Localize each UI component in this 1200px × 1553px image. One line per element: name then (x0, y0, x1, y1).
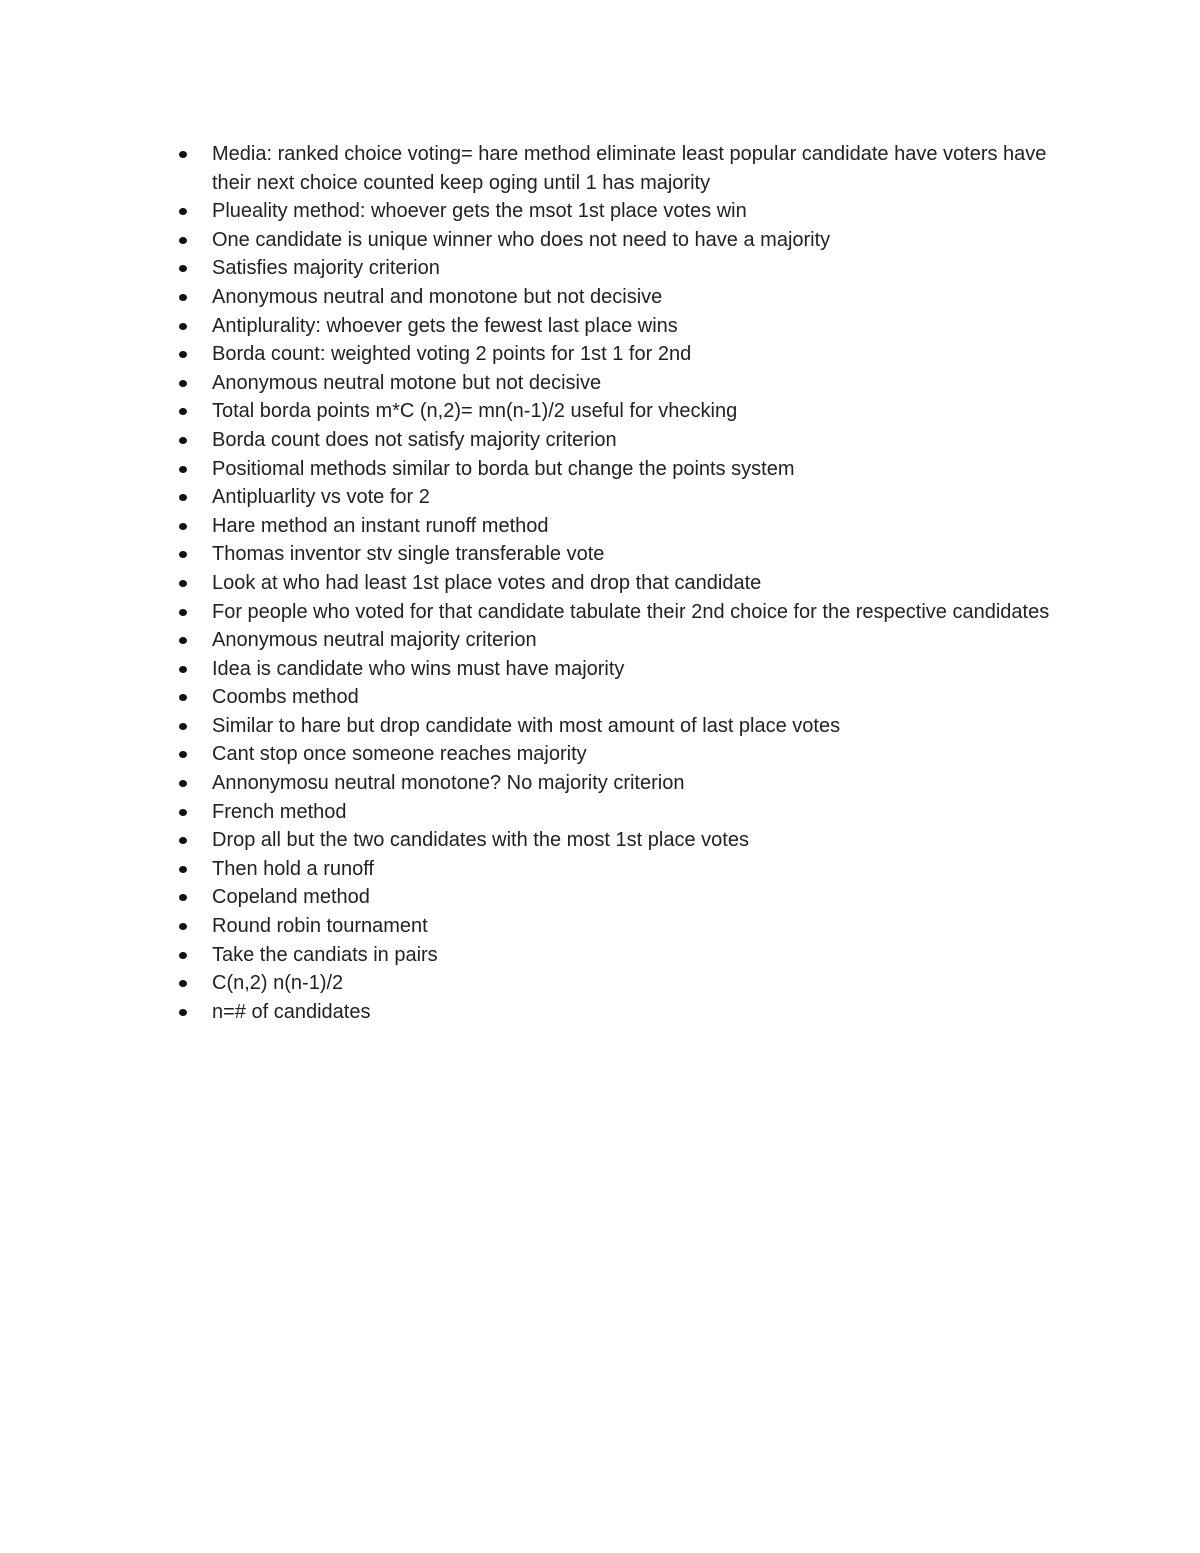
list-item (174, 140, 1074, 197)
bullet-icon (179, 408, 187, 415)
list-item-text: One candidate is unique winner who does not need to have a majority (212, 228, 831, 251)
bullet-icon (179, 666, 187, 673)
list-item-text: Thomas inventor stv single transferable vote (212, 543, 605, 566)
list-item-text: Plueality method: whoever gets the msot 1st place votes win (212, 200, 747, 223)
list-item (174, 312, 1074, 341)
bullet-icon (179, 609, 187, 616)
bullet-icon (179, 208, 187, 215)
list-item-text: Cant stop once someone reaches majority (212, 743, 587, 766)
list-item-text: n=# of candidates (212, 1000, 371, 1023)
list-item (174, 254, 1074, 283)
list-item (174, 340, 1074, 369)
list-item-text: Copeland method (212, 886, 370, 909)
bullet-icon (179, 551, 187, 558)
list-item (174, 483, 1074, 512)
list-item-text: Satisfies majority criterion (212, 257, 440, 280)
list-item (174, 798, 1074, 827)
list-item (174, 912, 1074, 941)
list-item (174, 569, 1074, 598)
bullet-icon (179, 351, 187, 358)
list-item-text: Positiomal methods similar to borda but change the points system (212, 457, 795, 480)
list-item-text: Borda count: weighted voting 2 points for 1st 1 for 2nd (212, 343, 692, 366)
bullet-icon (179, 265, 187, 272)
bullet-icon (179, 837, 187, 844)
bullet-icon (179, 866, 187, 873)
bullet-icon (179, 294, 187, 301)
bullet-list (174, 140, 1074, 1026)
list-item-text: Round robin tournament (212, 915, 428, 938)
list-item (174, 998, 1074, 1027)
list-item (174, 883, 1074, 912)
list-item-text: Coombs method (212, 686, 359, 709)
list-item (174, 655, 1074, 684)
bullet-icon (179, 894, 187, 901)
bullet-icon (179, 780, 187, 787)
list-item-text: For people who voted for that candidate tabulate their 2nd choice for the respective candidates (212, 600, 1050, 623)
bullet-icon (179, 437, 187, 444)
bullet-icon (179, 151, 187, 158)
list-item (174, 512, 1074, 541)
list-item-text: Anonymous neutral majority criterion (212, 629, 537, 652)
list-item-text: Anonymous neutral and monotone but not decisive (212, 285, 663, 308)
list-item-text: Hare method an instant runoff method (212, 514, 549, 537)
bullet-icon (179, 751, 187, 758)
list-item (174, 283, 1074, 312)
bullet-icon (179, 1009, 187, 1016)
list-item (174, 712, 1074, 741)
bullet-icon (179, 380, 187, 387)
list-item (174, 455, 1074, 484)
bullet-icon (179, 494, 187, 501)
bullet-icon (179, 523, 187, 530)
list-item (174, 683, 1074, 712)
list-item (174, 426, 1074, 455)
list-item-text: C(n,2) n(n-1)/2 (212, 972, 344, 995)
list-item (174, 941, 1074, 970)
bullet-icon (179, 723, 187, 730)
list-item-text: Antiplurality: whoever gets the fewest last place wins (212, 314, 678, 337)
list-item-text: Similar to hare but drop candidate with most amount of last place votes (212, 714, 841, 737)
list-item (174, 397, 1074, 426)
list-item-text: Look at who had least 1st place votes and drop that candidate (212, 571, 762, 594)
bullet-icon (179, 923, 187, 930)
bullet-icon (179, 980, 187, 987)
list-item-text: Anonymous neutral motone but not decisive (212, 371, 602, 394)
list-item (174, 598, 1074, 627)
bullet-icon (179, 323, 187, 330)
list-item (174, 626, 1074, 655)
list-item (174, 969, 1074, 998)
bullet-icon (179, 637, 187, 644)
list-item (174, 740, 1074, 769)
bullet-icon (179, 952, 187, 959)
bullet-icon (179, 466, 187, 473)
bullet-icon (179, 580, 187, 587)
list-item (174, 197, 1074, 226)
list-item-text: French method (212, 800, 347, 823)
list-item-text: Media: ranked choice voting= hare method eliminate least popular candidate have voters have their next choice counted keep oging until 1 has majority (212, 143, 1047, 194)
list-item (174, 826, 1074, 855)
list-item-text: Annonymosu neutral monotone? No majority criterion (212, 772, 685, 795)
list-item (174, 226, 1074, 255)
list-item-text: Antipluarlity vs vote for 2 (212, 486, 430, 509)
list-item-text: Then hold a runoff (212, 857, 374, 880)
list-item-text: Idea is candidate who wins must have majority (212, 657, 625, 680)
list-item-text: Borda count does not satisfy majority criterion (212, 428, 617, 451)
list-item-text: Take the candiats in pairs (212, 943, 438, 966)
bullet-icon (179, 694, 187, 701)
list-item (174, 769, 1074, 798)
list-item-text: Total borda points m*C (n,2)= mn(n-1)/2 useful for vhecking (212, 400, 738, 423)
list-item (174, 369, 1074, 398)
list-item-text: Drop all but the two candidates with the most 1st place votes (212, 829, 749, 852)
bullet-icon (179, 809, 187, 816)
list-item (174, 855, 1074, 884)
list-item (174, 540, 1074, 569)
bullet-icon (179, 237, 187, 244)
